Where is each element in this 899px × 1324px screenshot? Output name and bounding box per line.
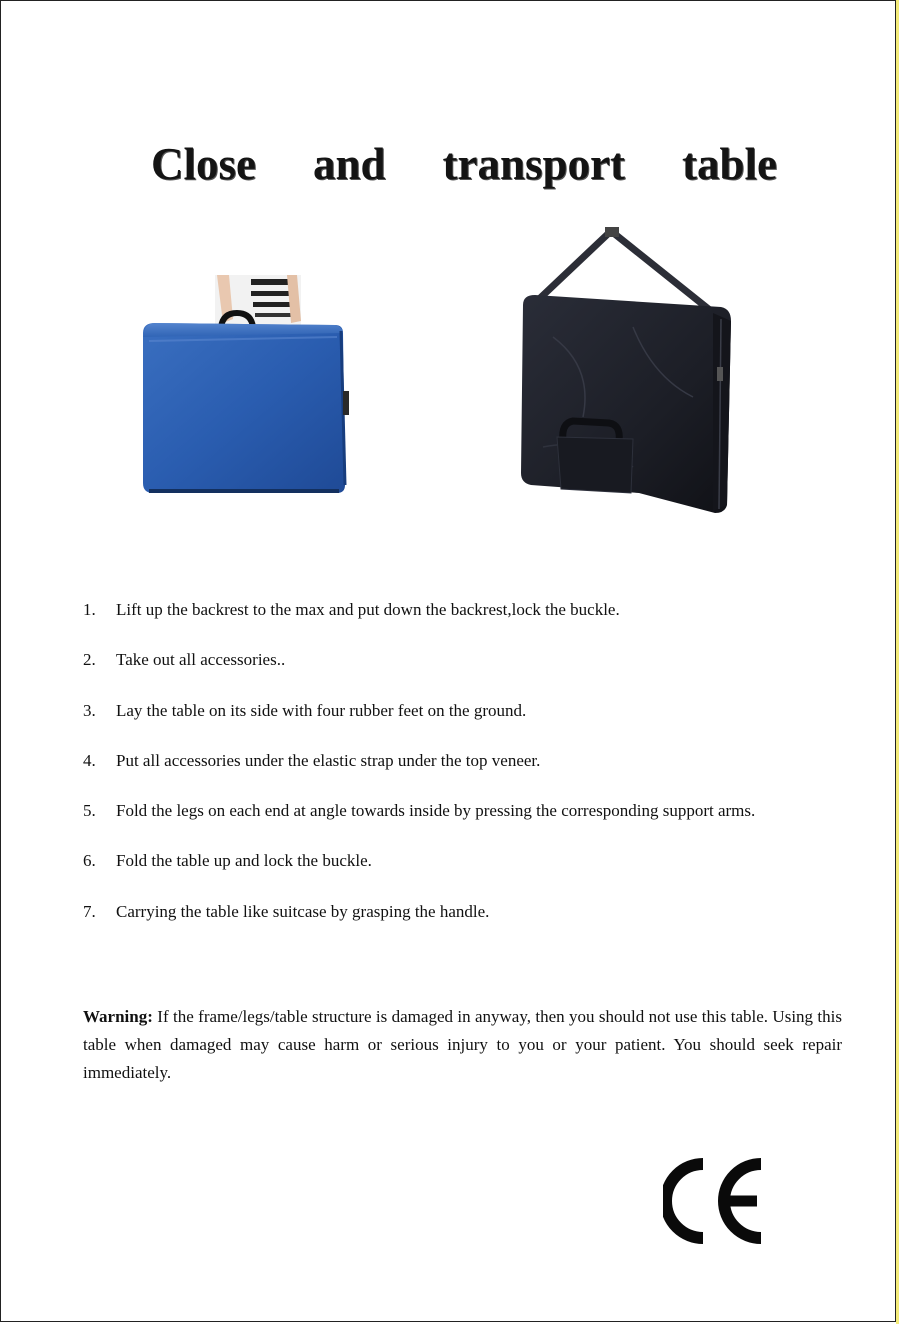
- step-text: Fold the legs on each end at angle towards inside by pressing the corresponding support arms.: [116, 801, 756, 821]
- instruction-steps: [83, 599, 853, 951]
- page-title: [151, 137, 777, 191]
- step-text: Take out all accessories..: [116, 650, 286, 670]
- step-text: Lay the table on its side with four rubber feet on the ground.: [116, 700, 527, 720]
- warning-paragraph: [83, 1003, 842, 1087]
- carry-bag-photo: [513, 227, 743, 519]
- step-number: 7.: [83, 901, 96, 921]
- step-text: Lift up the backrest to the max and put down the backrest,lock the buckle.: [116, 600, 620, 619]
- warning-text: If the frame/legs/table structure is damaged in anyway, then you should not use this table. Using this table when damaged may cause harm or serious injury to you or your patient. You should seek repair immediately.: [83, 1007, 842, 1082]
- step-item: [83, 901, 853, 923]
- step-item: [83, 750, 853, 772]
- step-number: 4.: [83, 750, 96, 770]
- step-item: [83, 649, 853, 671]
- step-number: 1.: [83, 600, 96, 619]
- step-number: 5.: [83, 801, 96, 821]
- step-number: 2.: [83, 650, 96, 670]
- title-word: transport: [442, 139, 626, 189]
- step-text: Carrying the table like suitcase by grasping the handle.: [116, 901, 490, 921]
- folded-table-photo: [129, 271, 365, 501]
- step-number: 6.: [83, 851, 96, 871]
- title-word: and: [312, 139, 386, 189]
- title-word: table: [682, 139, 777, 189]
- warning-label: Warning:: [83, 1007, 153, 1026]
- title-word: Close: [151, 139, 256, 189]
- step-text: Fold the table up and lock the buckle.: [116, 851, 372, 871]
- step-item: [83, 599, 853, 621]
- step-number: 3.: [83, 700, 96, 720]
- step-text: Put all accessories under the elastic strap under the top veneer.: [116, 750, 541, 770]
- ce-mark-icon: [663, 1158, 767, 1244]
- step-item: [83, 800, 853, 822]
- step-item: [83, 700, 853, 722]
- step-item: [83, 850, 853, 872]
